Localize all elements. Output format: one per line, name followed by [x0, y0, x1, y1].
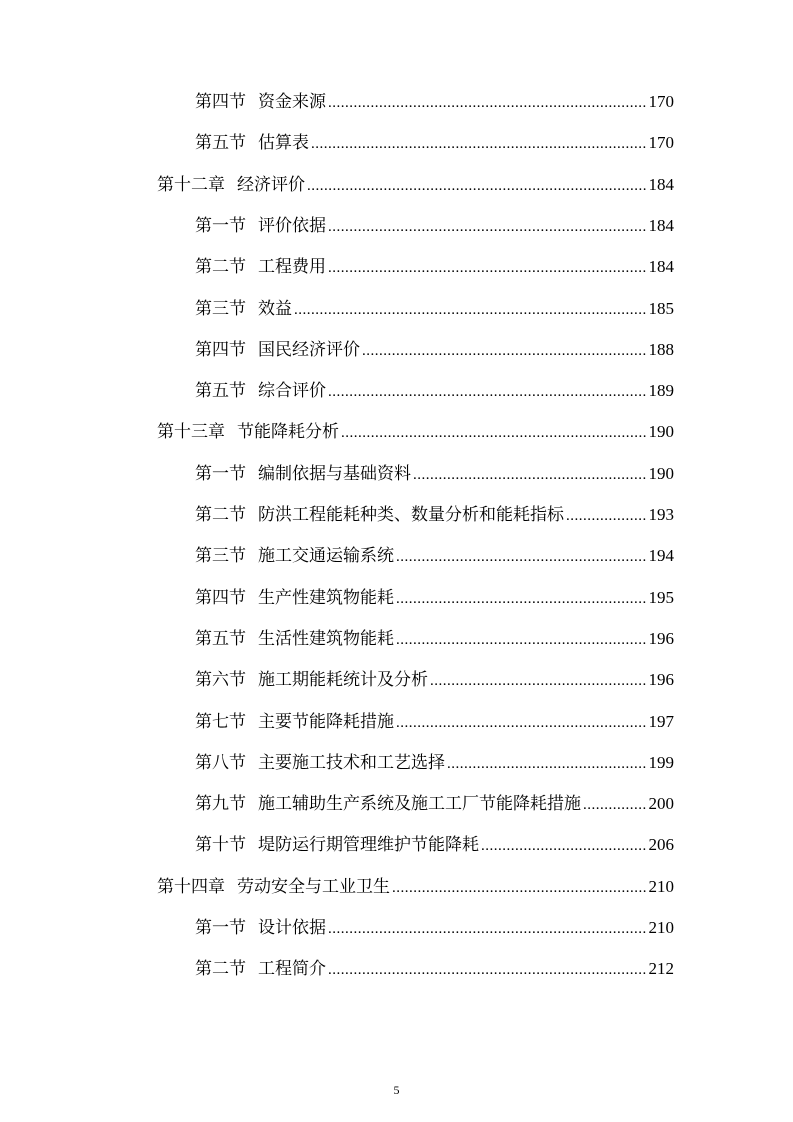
dot-leader [328, 917, 647, 941]
toc-entry-title: 节能降耗分析 [237, 422, 339, 443]
toc-entry[interactable] [195, 379, 674, 403]
toc-entry[interactable] [195, 297, 674, 321]
toc-entry-page: 184 [648, 257, 674, 277]
toc-entry-page: 190 [648, 463, 674, 483]
toc-chapter-entry[interactable] [157, 173, 674, 197]
dot-leader [362, 339, 647, 363]
toc-entry-page: 189 [648, 381, 674, 401]
dot-leader [328, 958, 647, 982]
toc-entry-title: 设计依据 [258, 918, 326, 938]
toc-entry[interactable] [195, 462, 674, 486]
toc-entry[interactable] [195, 131, 674, 155]
toc-entry[interactable] [195, 792, 674, 816]
toc-entry-number: 第五节 [195, 133, 246, 154]
toc-entry-page: 185 [648, 298, 674, 318]
toc-entry-number: 第五节 [195, 628, 246, 649]
toc-entry-page: 184 [648, 215, 674, 235]
toc-entry[interactable] [195, 627, 674, 651]
toc-entry-title: 施工期能耗统计及分析 [258, 670, 428, 691]
toc-entry-title: 工程费用 [258, 257, 326, 278]
dot-leader [481, 834, 647, 858]
toc-entry-page: 170 [648, 133, 674, 153]
toc-entry-number: 第三节 [195, 546, 246, 567]
toc-entry-number: 第十节 [195, 835, 246, 856]
toc-entry-number: 第二节 [195, 505, 246, 525]
dot-leader [328, 91, 647, 115]
toc-entry-title: 劳动安全与工业卫生 [237, 876, 390, 897]
toc-entry[interactable] [195, 710, 674, 734]
toc-entry-number: 第七节 [195, 711, 246, 732]
toc-entry-title: 生产性建筑物能耗 [258, 587, 394, 608]
toc-entry[interactable] [195, 957, 674, 981]
dot-leader [413, 463, 647, 487]
toc-entry[interactable] [195, 833, 674, 857]
toc-entry-number: 第六节 [195, 670, 246, 691]
toc-entry-number: 第一节 [195, 918, 246, 938]
toc-entry-page: 190 [648, 422, 674, 442]
dot-leader [392, 876, 647, 900]
dot-leader [430, 669, 647, 693]
toc-entry[interactable] [195, 586, 674, 610]
toc-entry-page: 212 [648, 959, 674, 979]
toc-entry-number: 第四节 [195, 339, 246, 360]
toc-entry-page: 195 [648, 587, 674, 607]
dot-leader [294, 298, 647, 322]
toc-entry-title: 估算表 [258, 133, 309, 154]
toc-chapter-entry[interactable] [157, 420, 674, 444]
toc-entry-page: 210 [648, 876, 674, 896]
toc-entry-number: 第九节 [195, 794, 246, 815]
dot-leader [328, 256, 647, 280]
toc-entry-page: 206 [648, 835, 674, 855]
toc-entry[interactable] [195, 214, 674, 238]
toc-entry[interactable] [195, 338, 674, 362]
toc-entry-page: 210 [648, 918, 674, 937]
toc-entry-page: 184 [648, 174, 674, 194]
toc-entry-title: 效益 [258, 298, 292, 319]
toc-entry-title: 施工辅助生产系统及施工工厂节能降耗措施 [258, 794, 581, 815]
toc-entry-title: 堤防运行期管理维护节能降耗 [258, 835, 479, 856]
toc-entry-page: 197 [648, 711, 674, 731]
dot-leader [566, 504, 647, 528]
dot-leader [328, 215, 647, 239]
toc-entry-title: 工程简介 [258, 959, 326, 980]
toc-entry-number: 第四节 [195, 587, 246, 608]
toc-entry[interactable] [195, 916, 674, 940]
toc-entry-number: 第三节 [195, 298, 246, 319]
toc-entry-page: 188 [648, 339, 674, 359]
toc-entry-page: 170 [648, 92, 674, 111]
toc-entry[interactable] [195, 544, 674, 568]
toc-entry-title: 主要节能降耗措施 [258, 711, 394, 732]
dot-leader [396, 587, 647, 611]
toc-entry-number: 第四节 [195, 92, 246, 112]
toc-entry-title: 主要施工技术和工艺选择 [258, 752, 445, 773]
dot-leader [447, 752, 647, 776]
toc-entry-title: 防洪工程能耗种类、数量分析和能耗指标 [258, 505, 564, 525]
toc-entry-number: 第二节 [195, 959, 246, 980]
toc-entry-page: 199 [648, 752, 674, 772]
toc-entry[interactable] [195, 503, 674, 527]
toc-entry[interactable] [195, 255, 674, 279]
toc-entry-number: 第五节 [195, 381, 246, 402]
toc-entry-title: 编制依据与基础资料 [258, 463, 411, 484]
toc-entry-number: 第十二章 [157, 174, 225, 195]
toc-entry-title: 评价依据 [258, 215, 326, 236]
dot-leader [396, 628, 647, 652]
toc-entry-page: 196 [648, 628, 674, 648]
toc-entry-page: 194 [648, 546, 674, 566]
toc-entry-title: 生活性建筑物能耗 [258, 628, 394, 649]
page-number: 5 [393, 1083, 400, 1097]
toc-entry-page: 193 [648, 505, 674, 524]
toc-entry-number: 第十四章 [157, 876, 225, 897]
toc-entry-title: 经济评价 [237, 174, 305, 195]
toc-chapter-entry[interactable] [157, 875, 674, 899]
dot-leader [396, 711, 647, 735]
toc-entry-number: 第十三章 [157, 422, 225, 443]
toc-entry-title: 综合评价 [258, 381, 326, 402]
toc-entry-page: 200 [648, 794, 674, 814]
toc-entry-title: 施工交通运输系统 [258, 546, 394, 567]
toc-entry-page: 196 [648, 670, 674, 690]
toc-entry-number: 第二节 [195, 257, 246, 278]
toc-entry[interactable] [195, 751, 674, 775]
toc-entry-number: 第一节 [195, 215, 246, 236]
dot-leader [328, 380, 647, 404]
toc-entry[interactable] [195, 90, 674, 114]
toc-entry-title: 资金来源 [258, 92, 326, 112]
toc-entry[interactable] [195, 668, 674, 692]
toc-entry-number: 第八节 [195, 752, 246, 773]
dot-leader [341, 421, 647, 445]
toc-entry-title: 国民经济评价 [258, 339, 360, 360]
dot-leader [396, 545, 647, 569]
toc-entry-number: 第一节 [195, 463, 246, 484]
dot-leader [583, 793, 647, 817]
dot-leader [311, 132, 647, 156]
dot-leader [307, 174, 647, 198]
